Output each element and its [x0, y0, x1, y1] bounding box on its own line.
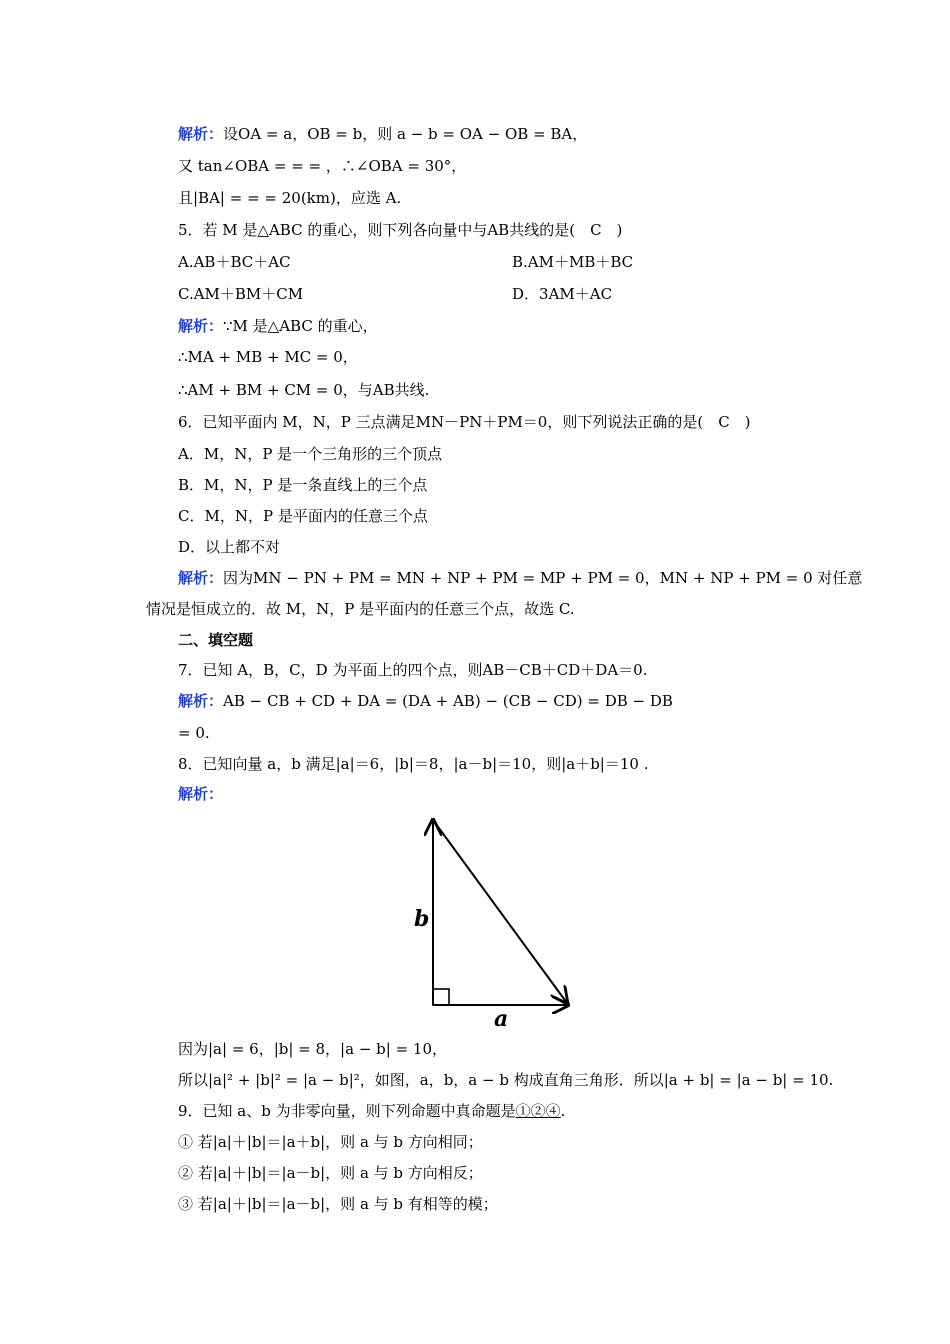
right-triangle-figure — [400, 812, 580, 1034]
options-cd — [178, 284, 613, 304]
option-c: C.AM＋BM＋CM — [178, 285, 304, 303]
line-text: AB − CB + CD + DA = (DA + AB) − (CB − CD) = DB − DB — [223, 692, 673, 710]
analysis-label: 解析： — [178, 569, 224, 587]
line-24: 所以|a|² + |b|² = |a − b|²，如图，a，b，a − b 构成直角三角形．所以|a + b| = |a − b| = 10. — [178, 1071, 834, 1089]
option-b: B．M，N，P 是一条直线上的三个点 — [178, 476, 428, 494]
analysis-label: 解析： — [178, 125, 224, 143]
option-a: A．M，N，P 是一个三角形的三个顶点 — [178, 445, 443, 463]
line-15 — [178, 568, 862, 588]
line-text: 因为MN − PN + PM = MN + NP + PM = MP + PM = 0，MN + NP + PM = 0 对任意 — [223, 569, 863, 587]
analysis-label: 解析： — [178, 785, 224, 803]
proposition-1: ① 若|a|＋|b|＝|a＋b|，则 a 与 b 方向相同； — [178, 1133, 483, 1151]
line-20: = 0. — [178, 724, 210, 742]
line-text: 9．已知 a、b 为非零向量，则下列命题中真命题是 — [178, 1102, 516, 1120]
label-a: a — [494, 1006, 509, 1032]
option-a: A.AB＋BC＋AC — [178, 253, 291, 271]
option-c: C．M，N，P 是平面内的任意三个点 — [178, 507, 428, 525]
question-9 — [178, 1101, 565, 1121]
line-19 — [178, 691, 673, 711]
line-9: ∴AM + BM + CM = 0，与AB共线. — [178, 381, 430, 399]
line-3: 且|BA| = = = 20(km)，应选 A. — [178, 189, 402, 207]
analysis-label: 解析： — [178, 692, 224, 710]
line-7 — [178, 316, 378, 336]
line-1 — [178, 124, 587, 144]
option-b: B.AM＋MB＋BC — [512, 253, 634, 271]
answer-underline: ①②④ — [515, 1102, 561, 1120]
question-7: 7．已知 A，B，C，D 为平面上的四个点，则AB－CB＋CD＋DA＝0. — [178, 661, 648, 679]
vector-hypotenuse-arrow — [433, 820, 567, 1003]
proposition-2: ② 若|a|＋|b|＝|a－b|，则 a 与 b 方向相反； — [178, 1164, 483, 1182]
right-angle-mark — [433, 989, 449, 1005]
proposition-3: ③ 若|a|＋|b|＝|a－b|，则 a 与 b 有相等的模； — [178, 1195, 498, 1213]
line-text: ∵M 是△ABC 的重心， — [223, 317, 378, 335]
line-23: 因为|a| = 6，|b| = 8，|a − b| = 10， — [178, 1040, 448, 1058]
question-8: 8．已知向量 a，b 满足|a|＝6，|b|＝8，|a－b|＝10，则|a＋b|＝10 . — [178, 755, 649, 773]
option-d: D．以上都不对 — [178, 538, 281, 556]
line-22 — [178, 784, 223, 804]
line-end: . — [560, 1102, 566, 1120]
question-6: 6．已知平面内 M，N，P 三点满足MN－PN＋PM＝0，则下列说法正确的是( C ) — [178, 413, 751, 431]
line-8: ∴MA + MB + MC = 0， — [178, 348, 358, 366]
line-2: 又 tan∠OBA = = = ，∴∠OBA = 30°， — [178, 157, 467, 175]
label-b: b — [414, 906, 430, 932]
line-16: 情况是恒成立的．故 M，N，P 是平面内的任意三个点，故选 C. — [146, 600, 575, 618]
options-ab — [178, 252, 634, 272]
section-heading: 二、填空题 — [178, 631, 254, 649]
question-5: 5．若 M 是△ABC 的重心，则下列各向量中与AB共线的是( C ) — [178, 221, 623, 239]
line-text: 设OA = a，OB = b，则 a − b = OA − OB = BA， — [223, 125, 588, 143]
analysis-label: 解析： — [178, 317, 224, 335]
option-d: D．3AM＋AC — [512, 285, 613, 303]
